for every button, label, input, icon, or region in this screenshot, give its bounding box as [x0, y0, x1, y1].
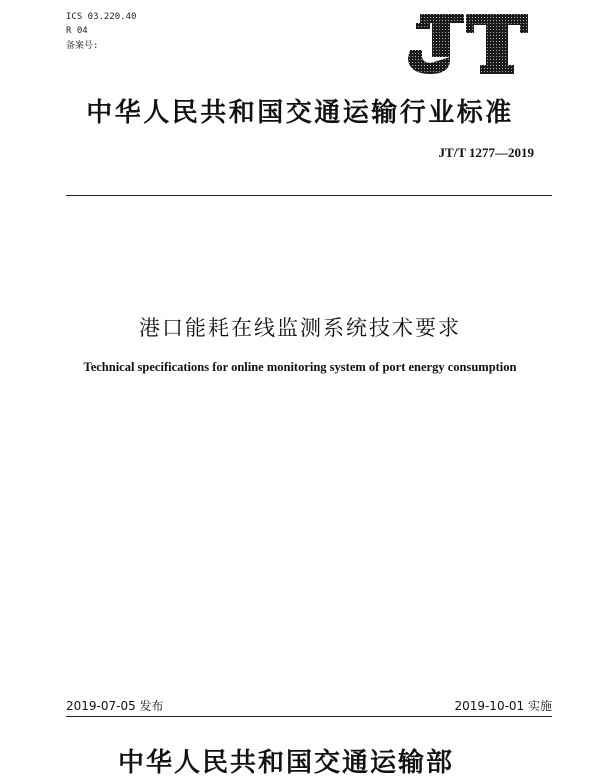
jt-logo — [402, 10, 532, 76]
header-divider — [66, 195, 552, 196]
publish-date: 2019-07-05 发布 — [66, 699, 164, 713]
record-number-label: 备案号: — [66, 41, 99, 51]
standard-number: JT/T 1277—2019 — [438, 145, 534, 160]
publisher-name: 中华人民共和国交通运输部 — [118, 748, 455, 778]
standard-title-english: Technical specifications for online monitoring system of port energy consumption — [83, 360, 517, 374]
implementation-date: 2019-10-01 实施 — [454, 699, 552, 713]
issuer-title: 中华人民共和国交通运输行业标准 — [86, 98, 514, 128]
footer-divider — [66, 716, 552, 717]
classification-code: R 04 — [66, 26, 88, 36]
standard-title-chinese: 港口能耗在线监测系统技术要求 — [139, 316, 461, 340]
ics-code: ICS 03.220.40 — [66, 12, 137, 22]
jt-logo-graphic — [402, 10, 532, 76]
